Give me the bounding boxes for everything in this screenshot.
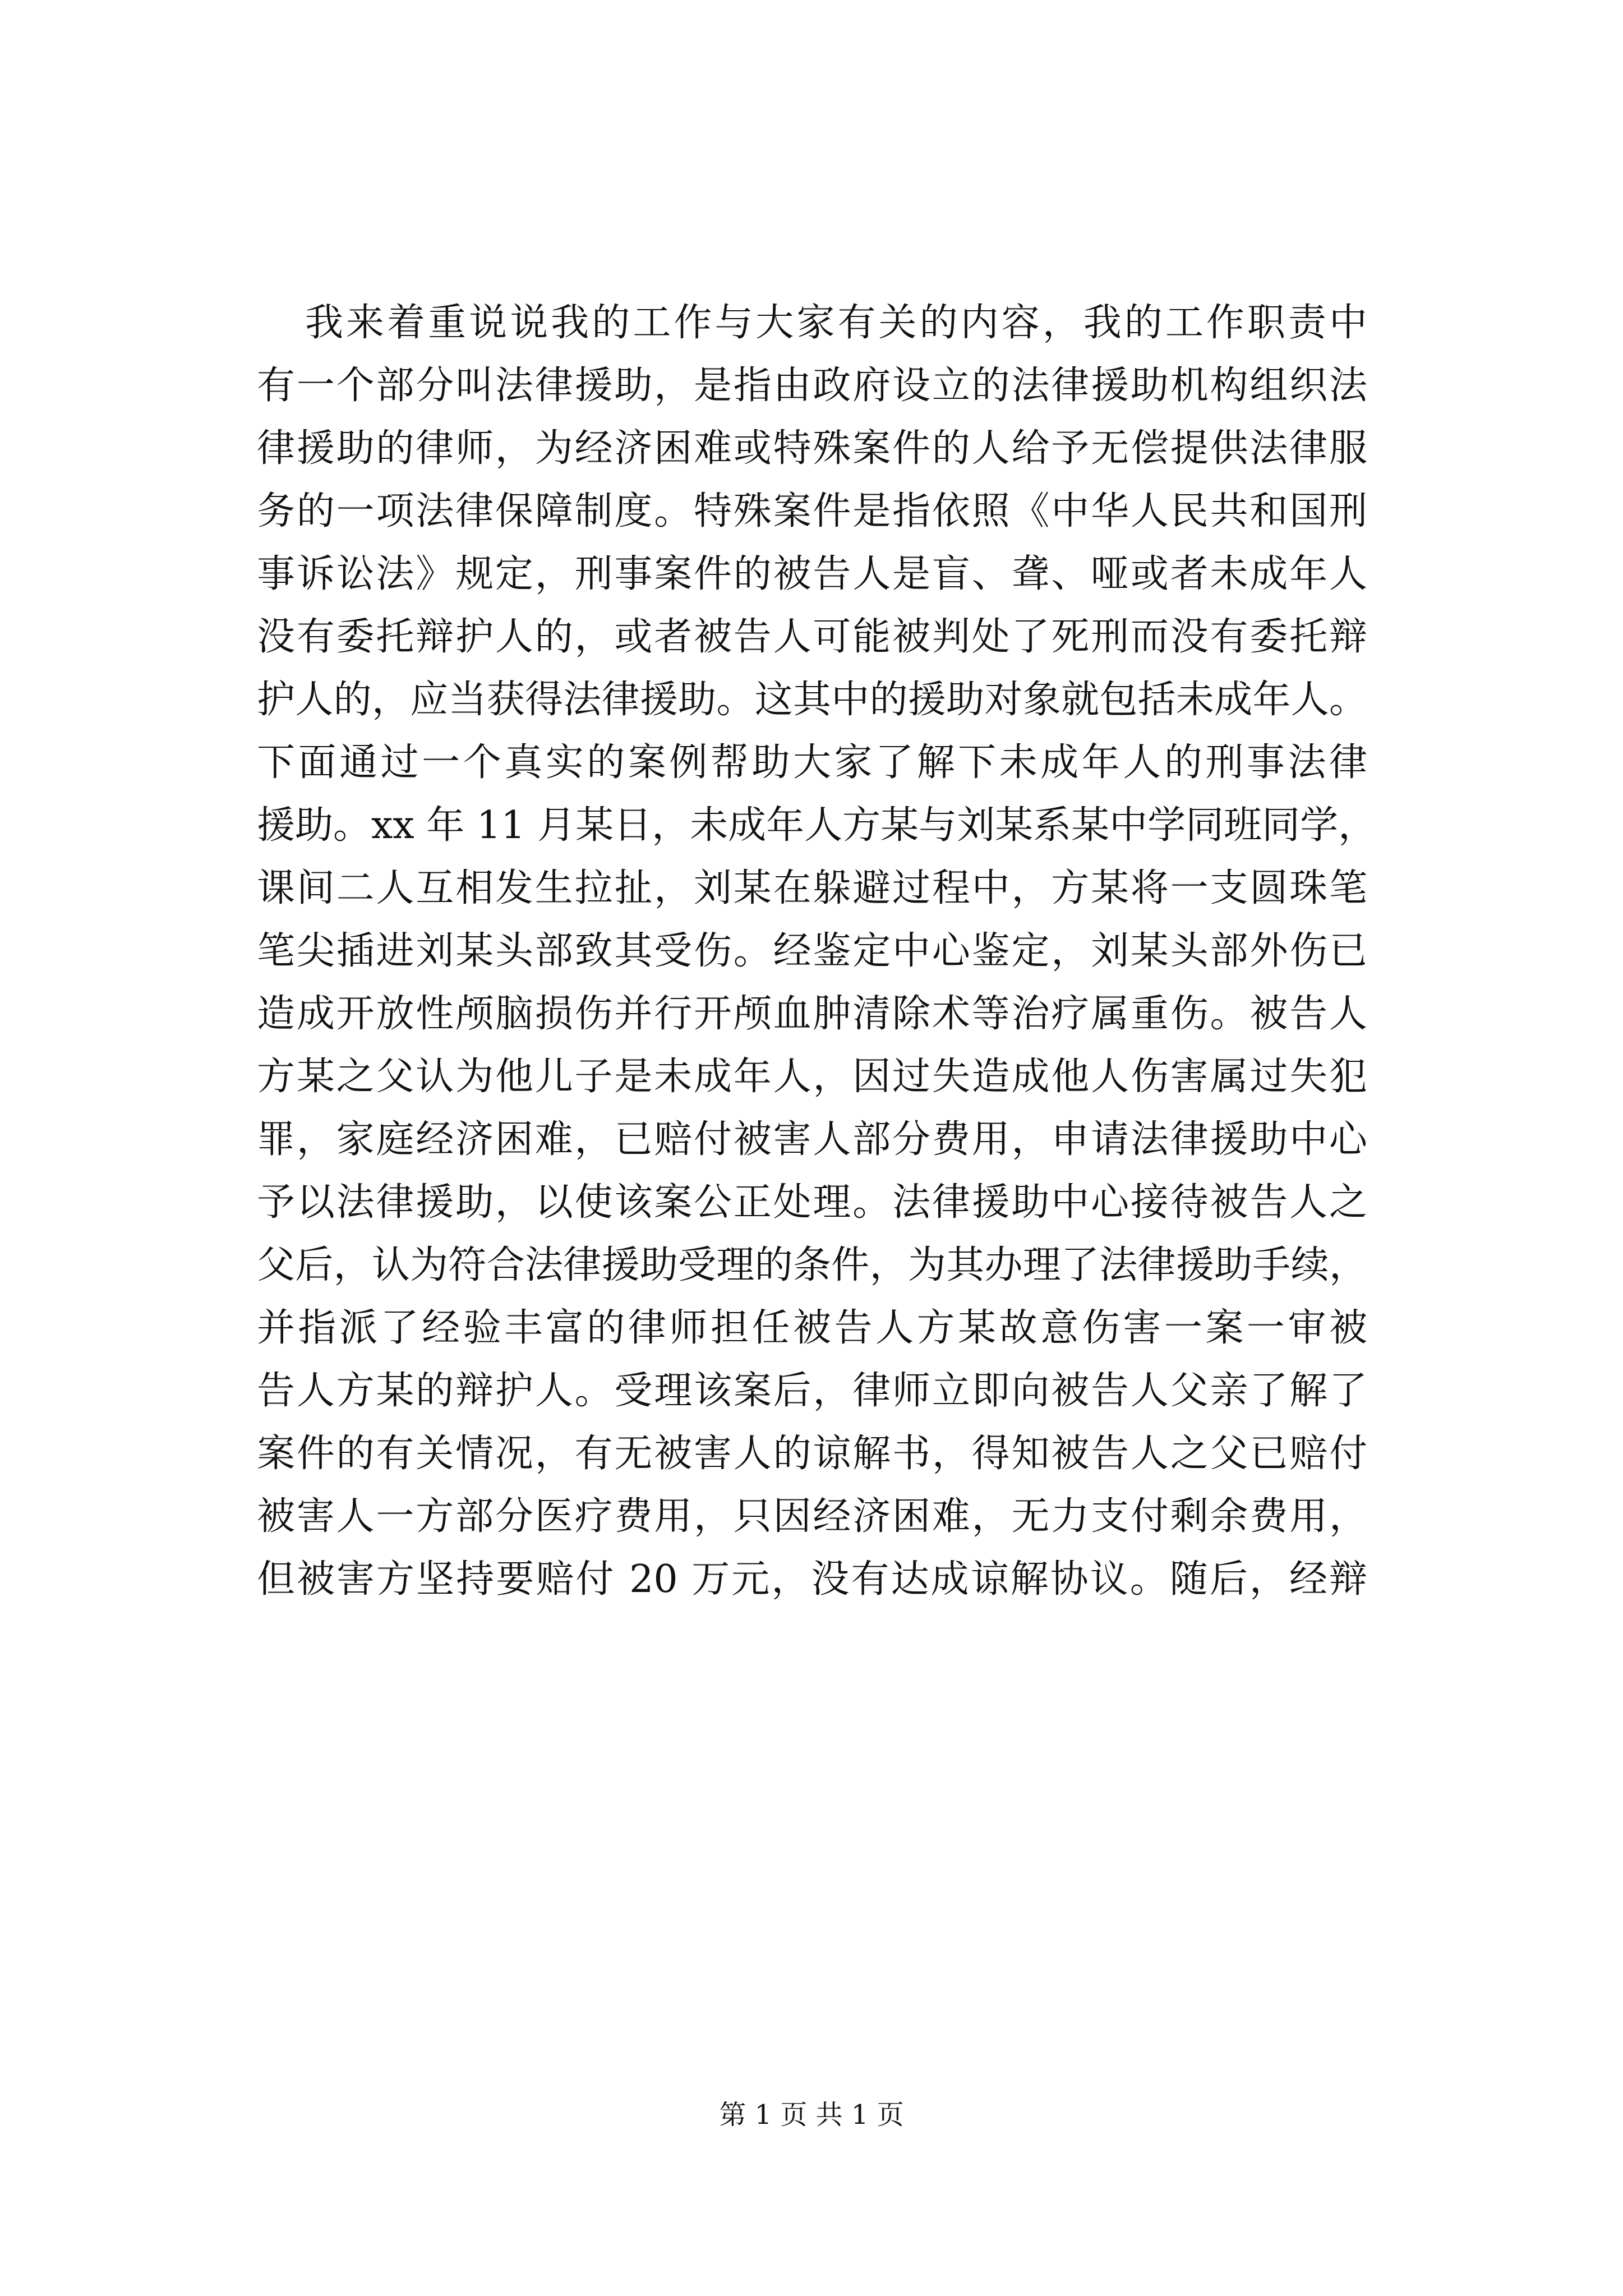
text-line: 父后，认为符合法律援助受理的条件，为其办理了法律援助手续， xyxy=(257,1243,1367,1287)
text-line: 下面通过一个真实的案例帮助大家了解下未成年人的刑事法律 xyxy=(257,740,1367,785)
text-line: 我来着重说说我的工作与大家有关的内容，我的工作职责中 xyxy=(305,301,1367,345)
text-line: 造成开放性颅脑损伤并行开颅血肿清除术等治疗属重伤。被告人 xyxy=(257,992,1367,1036)
text-line: 被害人一方部分医疗费用，只因经济困难，无力支付剩余费用， xyxy=(257,1494,1367,1539)
text-line: 课间二人互相发生拉扯，刘某在躲避过程中，方某将一支圆珠笔 xyxy=(257,866,1367,910)
text-line: 律援助的律师，为经济困难或特殊案件的人给予无偿提供法律服 xyxy=(257,426,1367,471)
text-line: 予以法律援助，以使该案公正处理。法律援助中心接待被告人之 xyxy=(257,1180,1367,1225)
text-line: 告人方某的辩护人。受理该案后，律师立即向被告人父亲了解了 xyxy=(257,1369,1367,1413)
text-line: 方某之父认为他儿子是未成年人，因过失造成他人伤害属过失犯 xyxy=(257,1055,1367,1099)
text-line: 案件的有关情况，有无被害人的谅解书，得知被告人之父已赔付 xyxy=(257,1432,1367,1476)
text-line: 并指派了经验丰富的律师担任被告人方某故意伤害一案一审被 xyxy=(257,1306,1367,1350)
text-line: 护人的，应当获得法律援助。这其中的援助对象就包括未成年人。 xyxy=(257,678,1367,722)
text-line: 有一个部分叫法律援助，是指由政府设立的法律援助机构组织法 xyxy=(257,364,1367,408)
body-paragraph xyxy=(257,292,1377,1611)
text-line: 没有委托辩护人的，或者被告人可能被判处了死刑而没有委托辩 xyxy=(257,615,1367,659)
text-line: 事诉讼法》规定，刑事案件的被告人是盲、聋、哑或者未成年人 xyxy=(257,552,1367,596)
text-line: 务的一项法律保障制度。特殊案件是指依照《中华人民共和国刑 xyxy=(257,489,1367,533)
text-line: 援助。xx 年 11 月某日，未成年人方某与刘某系某中学同班同学， xyxy=(257,803,1377,848)
text-line: 罪，家庭经济困难，已赔付被害人部分费用，申请法律援助中心 xyxy=(257,1117,1367,1162)
text-line: 但被害方坚持要赔付 20 万元，没有达成谅解协议。随后，经辩 xyxy=(257,1557,1367,1602)
page-footer: 第 1 页 共 1 页 xyxy=(719,2099,904,2131)
text-line: 笔尖插进刘某头部致其受伤。经鉴定中心鉴定，刘某头部外伤已 xyxy=(257,929,1367,973)
